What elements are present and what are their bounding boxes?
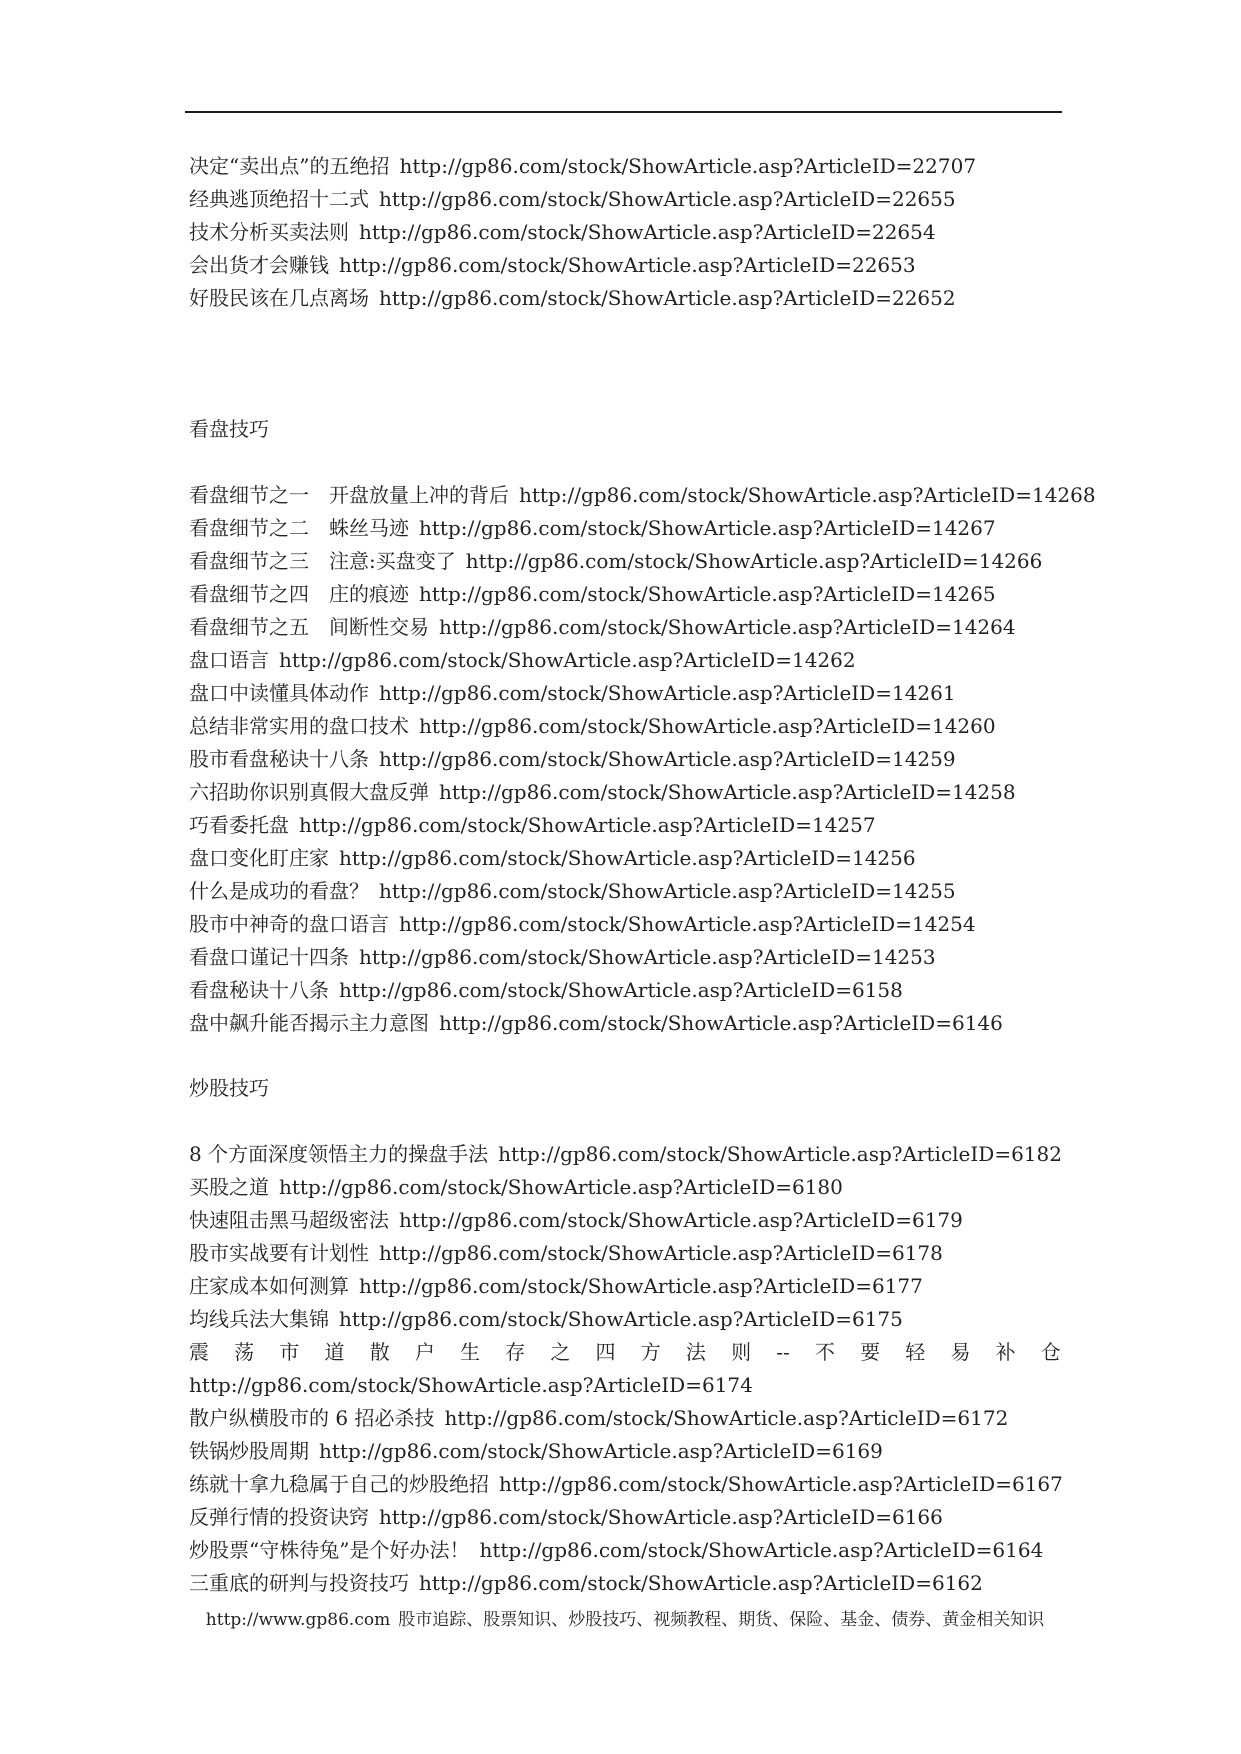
list-item bbox=[189, 908, 1061, 941]
article-link[interactable]: http://gp86.com/stock/ShowArticle.asp?ArticleID=22654 bbox=[359, 220, 936, 244]
article-link[interactable]: http://gp86.com/stock/ShowArticle.asp?ArticleID=14253 bbox=[359, 945, 936, 969]
article-title: 练就十拿九稳属于自己的炒股绝招 bbox=[189, 1472, 489, 1496]
title-char: 要 bbox=[860, 1340, 881, 1364]
article-title: 看盘秘诀十八条 bbox=[189, 978, 329, 1002]
list-item bbox=[189, 578, 1061, 611]
link-list-trading-skills bbox=[189, 1138, 1061, 1600]
list-item bbox=[189, 941, 1061, 974]
title-char: 法 bbox=[685, 1340, 706, 1364]
article-title: 看盘细节之三 注意:买盘变了 bbox=[189, 549, 456, 573]
footer-link[interactable]: http://www.gp86.com bbox=[205, 1610, 391, 1630]
page-footer bbox=[189, 1608, 1061, 1632]
footer-text: 股市追踪、股票知识、炒股技巧、视频教程、期货、保险、基金、债券、黄金相关知识 bbox=[398, 1610, 1045, 1630]
section-heading: 炒股技巧 bbox=[189, 1076, 269, 1100]
article-link[interactable]: http://gp86.com/stock/ShowArticle.asp?ArticleID=14256 bbox=[339, 846, 916, 870]
list-item bbox=[189, 677, 1061, 710]
list-item bbox=[189, 183, 1061, 216]
article-link[interactable]: http://gp86.com/stock/ShowArticle.asp?ArticleID=14265 bbox=[419, 582, 996, 606]
title-char: 不 bbox=[814, 1340, 835, 1364]
article-link[interactable]: http://gp86.com/stock/ShowArticle.asp?ArticleID=6177 bbox=[359, 1274, 923, 1298]
list-item bbox=[189, 545, 1061, 578]
document-body bbox=[189, 150, 1096, 1600]
title-char: 仓 bbox=[1040, 1340, 1061, 1364]
list-item bbox=[189, 974, 1061, 1007]
article-title-justified bbox=[189, 1336, 1061, 1369]
article-title: 六招助你识别真假大盘反弹 bbox=[189, 780, 429, 804]
article-title: 散户纵横股市的 6 招必杀技 bbox=[189, 1406, 435, 1430]
article-link[interactable]: http://gp86.com/stock/ShowArticle.asp?ArticleID=14255 bbox=[379, 879, 956, 903]
article-title: 快速阻击黑马超级密法 bbox=[189, 1208, 389, 1232]
list-item bbox=[189, 1138, 1061, 1171]
article-link[interactable]: http://gp86.com/stock/ShowArticle.asp?ArticleID=6180 bbox=[279, 1175, 843, 1199]
article-link[interactable]: http://gp86.com/stock/ShowArticle.asp?ArticleID=14262 bbox=[279, 648, 856, 672]
article-link[interactable]: http://gp86.com/stock/ShowArticle.asp?ArticleID=6175 bbox=[339, 1307, 903, 1331]
list-item bbox=[189, 1171, 1061, 1204]
article-link[interactable]: http://gp86.com/stock/ShowArticle.asp?ArticleID=14258 bbox=[439, 780, 1016, 804]
list-item bbox=[189, 1435, 1061, 1468]
article-title: 买股之道 bbox=[189, 1175, 269, 1199]
title-char: 方 bbox=[640, 1340, 661, 1364]
article-title: 总结非常实用的盘口技术 bbox=[189, 714, 409, 738]
list-item bbox=[189, 1402, 1061, 1435]
section-heading: 看盘技巧 bbox=[189, 417, 269, 441]
title-char: 则 bbox=[731, 1340, 752, 1364]
title-char: 市 bbox=[279, 1340, 300, 1364]
article-title: 盘中飙升能否揭示主力意图 bbox=[189, 1011, 429, 1035]
article-link[interactable]: http://gp86.com/stock/ShowArticle.asp?ArticleID=6169 bbox=[319, 1439, 883, 1463]
list-item bbox=[189, 1567, 1061, 1600]
list-item bbox=[189, 1303, 1061, 1336]
article-link[interactable]: http://gp86.com/stock/ShowArticle.asp?ArticleID=6178 bbox=[379, 1241, 943, 1265]
article-link[interactable]: http://gp86.com/stock/ShowArticle.asp?ArticleID=6179 bbox=[399, 1208, 963, 1232]
article-link[interactable]: http://gp86.com/stock/ShowArticle.asp?ArticleID=14268 bbox=[519, 483, 1096, 507]
article-title: 均线兵法大集锦 bbox=[189, 1307, 329, 1331]
article-title: 什么是成功的看盘？ bbox=[189, 879, 369, 903]
article-link[interactable]: http://gp86.com/stock/ShowArticle.asp?ArticleID=14266 bbox=[465, 549, 1043, 573]
article-title: 盘口语言 bbox=[189, 648, 269, 672]
article-link[interactable]: http://gp86.com/stock/ShowArticle.asp?ArticleID=6172 bbox=[444, 1406, 1009, 1430]
title-char: 生 bbox=[460, 1340, 481, 1364]
title-char: 散 bbox=[369, 1340, 390, 1364]
title-char: 存 bbox=[505, 1340, 526, 1364]
list-item bbox=[189, 776, 1061, 809]
list-item bbox=[189, 644, 1061, 677]
list-item bbox=[189, 1534, 1061, 1567]
article-title: 庄家成本如何测算 bbox=[189, 1274, 349, 1298]
title-char: 四 bbox=[595, 1340, 616, 1364]
article-link[interactable]: http://gp86.com/stock/ShowArticle.asp?ArticleID=6164 bbox=[479, 1538, 1044, 1562]
article-title: 看盘细节之四 庄的痕迹 bbox=[189, 582, 409, 606]
article-link[interactable]: http://gp86.com/stock/ShowArticle.asp?ArticleID=6146 bbox=[439, 1011, 1003, 1035]
list-item bbox=[189, 282, 1061, 315]
article-title: 8 个方面深度领悟主力的操盘手法 bbox=[189, 1142, 489, 1166]
article-title: 铁锅炒股周期 bbox=[189, 1439, 309, 1463]
title-char: -- bbox=[776, 1340, 790, 1364]
article-link[interactable]: http://gp86.com/stock/ShowArticle.asp?ArticleID=22652 bbox=[379, 286, 956, 310]
article-link[interactable]: http://gp86.com/stock/ShowArticle.asp?ArticleID=6182 bbox=[498, 1142, 1062, 1166]
title-char: 易 bbox=[950, 1340, 971, 1364]
article-title: 决定“卖出点”的五绝招 bbox=[189, 154, 390, 178]
link-list-sell-point bbox=[189, 150, 1061, 315]
list-item bbox=[189, 1270, 1061, 1303]
article-title: 股市中神奇的盘口语言 bbox=[189, 912, 389, 936]
title-char: 震 bbox=[189, 1340, 209, 1364]
article-title: 巧看委托盘 bbox=[189, 813, 289, 837]
article-link[interactable]: http://gp86.com/stock/ShowArticle.asp?ArticleID=22653 bbox=[339, 253, 916, 277]
article-link[interactable]: http://gp86.com/stock/ShowArticle.asp?ArticleID=22707 bbox=[399, 154, 977, 178]
list-item bbox=[189, 1501, 1061, 1534]
title-char: 道 bbox=[324, 1340, 345, 1364]
list-item-wrapped bbox=[189, 1336, 1061, 1402]
article-link[interactable]: http://gp86.com/stock/ShowArticle.asp?ArticleID=14261 bbox=[379, 681, 956, 705]
article-title: 股市看盘秘诀十八条 bbox=[189, 747, 369, 771]
list-item bbox=[189, 1468, 1061, 1501]
list-item bbox=[189, 875, 1061, 908]
article-link[interactable]: http://gp86.com/stock/ShowArticle.asp?ArticleID=14259 bbox=[379, 747, 956, 771]
link-list-watching-skills bbox=[189, 479, 1096, 1040]
article-link[interactable]: http://gp86.com/stock/ShowArticle.asp?ArticleID=6166 bbox=[379, 1505, 943, 1529]
article-link[interactable]: http://gp86.com/stock/ShowArticle.asp?ArticleID=14257 bbox=[299, 813, 876, 837]
article-title: 三重底的研判与投资技巧 bbox=[189, 1571, 409, 1595]
article-link[interactable]: http://gp86.com/stock/ShowArticle.asp?ArticleID=6158 bbox=[339, 978, 903, 1002]
list-item bbox=[189, 1237, 1061, 1270]
list-item bbox=[189, 1204, 1061, 1237]
article-title: 盘口中读懂具体动作 bbox=[189, 681, 369, 705]
title-char: 荡 bbox=[234, 1340, 255, 1364]
article-title: 会出货才会赚钱 bbox=[189, 253, 329, 277]
article-title: 经典逃顶绝招十二式 bbox=[189, 187, 369, 211]
list-item bbox=[189, 1007, 1061, 1040]
article-title: 反弹行情的投资诀窍 bbox=[189, 1505, 369, 1529]
article-title: 股市实战要有计划性 bbox=[189, 1241, 369, 1265]
article-title: 看盘细节之五 间断性交易 bbox=[189, 615, 429, 639]
title-char: 补 bbox=[995, 1340, 1016, 1364]
list-item bbox=[189, 150, 1061, 183]
article-title: 看盘细节之一 开盘放量上冲的背后 bbox=[189, 483, 509, 507]
title-char: 轻 bbox=[905, 1340, 926, 1364]
article-link[interactable]: http://gp86.com/stock/ShowArticle.asp?ArticleID=6167 bbox=[499, 1472, 1063, 1496]
article-title: 技术分析买卖法则 bbox=[189, 220, 349, 244]
article-link[interactable]: http://gp86.com/stock/ShowArticle.asp?ArticleID=6162 bbox=[419, 1571, 983, 1595]
list-item bbox=[189, 842, 1061, 875]
article-title: 看盘口谨记十四条 bbox=[189, 945, 349, 969]
article-link[interactable]: http://gp86.com/stock/ShowArticle.asp?ArticleID=14260 bbox=[419, 714, 996, 738]
article-title: 炒股票“守株待兔”是个好办法！ bbox=[189, 1538, 470, 1562]
article-link[interactable]: http://gp86.com/stock/ShowArticle.asp?ArticleID=14254 bbox=[399, 912, 976, 936]
title-char: 户 bbox=[414, 1340, 435, 1364]
article-link[interactable]: http://gp86.com/stock/ShowArticle.asp?ArticleID=14264 bbox=[439, 615, 1016, 639]
list-item bbox=[189, 512, 1061, 545]
title-char: 之 bbox=[550, 1340, 571, 1364]
article-title: 盘口变化盯庄家 bbox=[189, 846, 329, 870]
list-item bbox=[189, 216, 1061, 249]
list-item bbox=[189, 249, 1061, 282]
list-item bbox=[189, 611, 1061, 644]
article-title: 看盘细节之二 蛛丝马迹 bbox=[189, 516, 409, 540]
article-title: 好股民该在几点离场 bbox=[189, 286, 369, 310]
article-link[interactable]: http://gp86.com/stock/ShowArticle.asp?ArticleID=6174 bbox=[189, 1373, 753, 1397]
header-rule bbox=[185, 111, 1062, 113]
list-item bbox=[189, 479, 1096, 512]
article-link[interactable]: http://gp86.com/stock/ShowArticle.asp?ArticleID=22655 bbox=[379, 187, 956, 211]
list-item bbox=[189, 809, 1061, 842]
article-link[interactable]: http://gp86.com/stock/ShowArticle.asp?ArticleID=14267 bbox=[419, 516, 996, 540]
list-item bbox=[189, 710, 1061, 743]
list-item bbox=[189, 743, 1061, 776]
